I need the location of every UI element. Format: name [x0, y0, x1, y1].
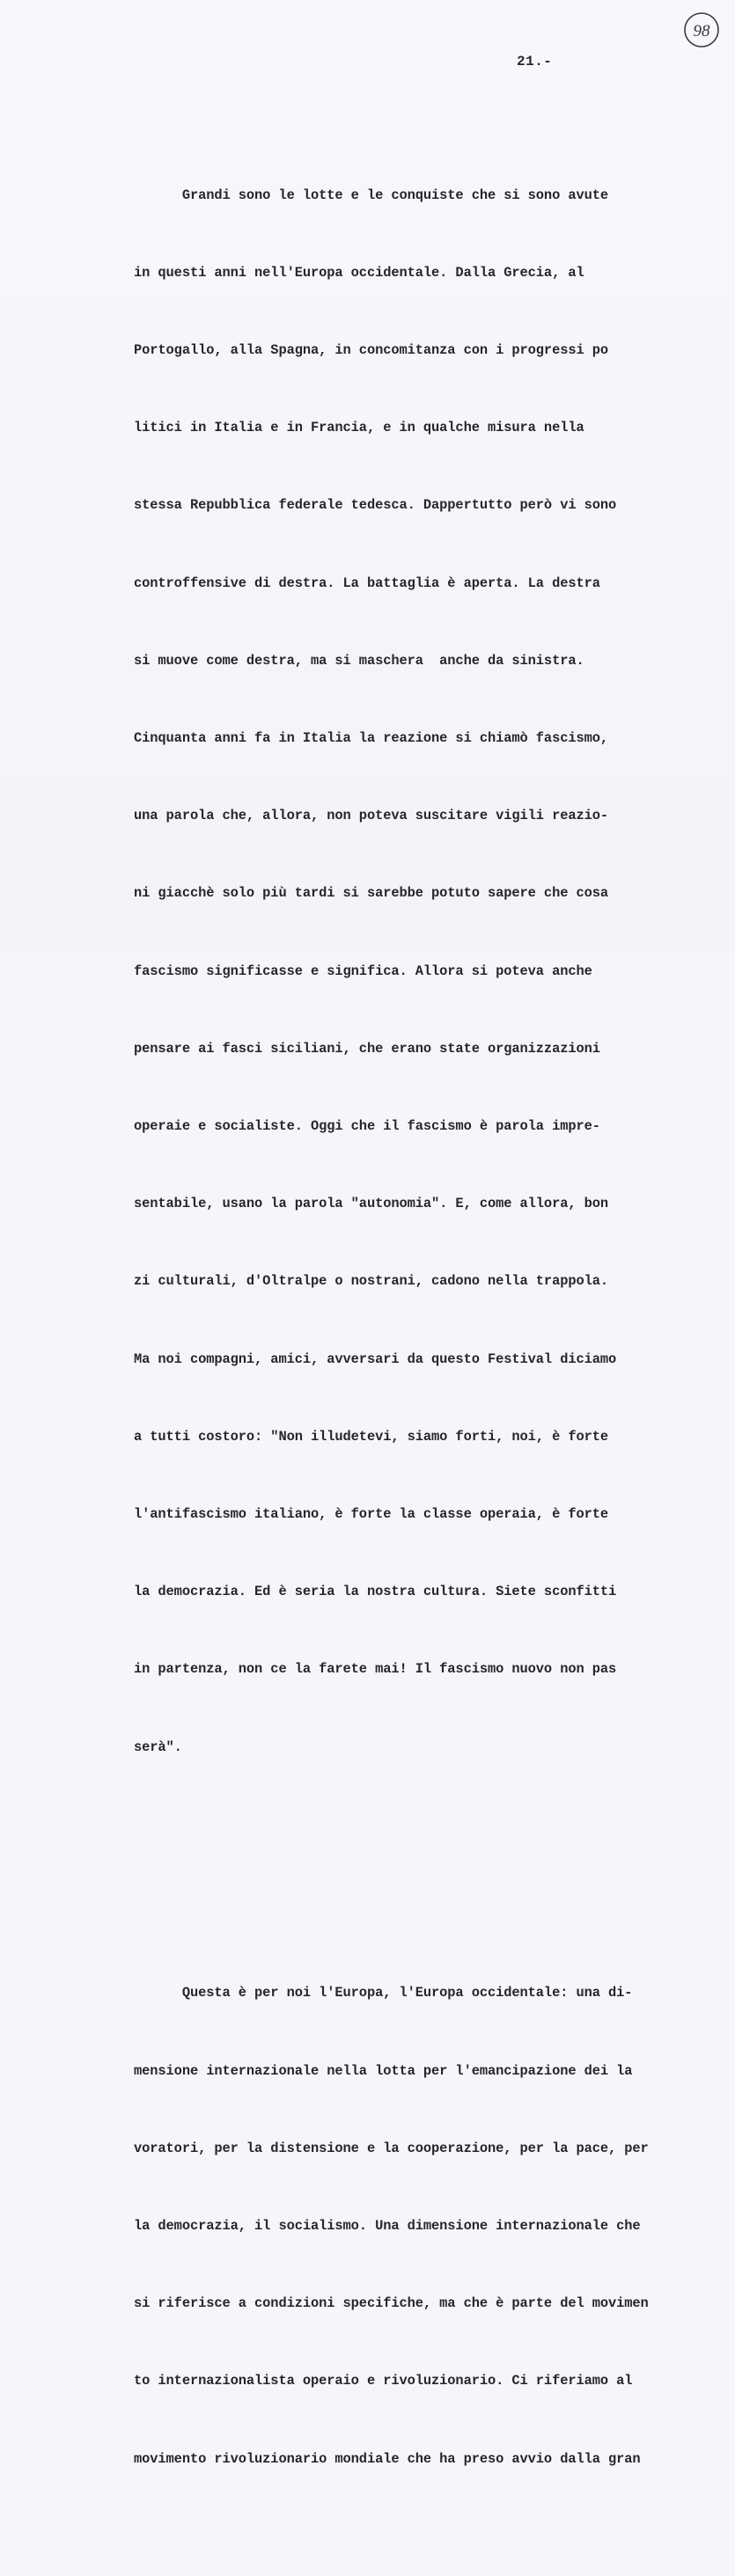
text-line: voratori, per la distensione e la cooperazione, per la pace, per [134, 2140, 649, 2156]
text-line: pensare ai fasci siciliani, che erano state organizzazioni [134, 1040, 600, 1057]
paragraph-1 [134, 131, 697, 1812]
text-line: fascismo significasse e significa. Allora si poteva anche [134, 962, 592, 979]
text-line: Questa è per noi l'Europa, l'Europa occidentale: una di- [134, 1985, 633, 2002]
text-line: la democrazia, il socialismo. Una dimensione internazionale che [134, 2217, 641, 2234]
text-line: mensione internazionale nella lotta per l'emancipazione dei la [134, 2062, 633, 2079]
text-line: sentabile, usano la parola "autonomia". E, come allora, bon [134, 1196, 609, 1212]
text-line: zi culturali, d'Oltralpe o nostrani, cadono nella trappola. [134, 1273, 609, 1290]
text-line: Grandi sono le lotte e le conquiste che si sono avute [134, 187, 609, 203]
text-line: Cinquanta anni fa in Italia la reazione si chiamò fascismo, [134, 730, 609, 747]
text-line: la democrazia. Ed è seria la nostra cultura. Siete sconfitti [134, 1584, 617, 1600]
text-line: movimento rivoluzionario mondiale che ha preso avvio dalla gran [134, 2450, 641, 2467]
text-line: si muove come destra, ma si maschera anche da sinistra. [134, 652, 584, 669]
text-line: in partenza, non ce la farete mai! Il fascismo nuovo non pas [134, 1661, 617, 1678]
archive-circle-icon [682, 11, 721, 49]
text-line: in questi anni nell'Europa occidentale. Dalla Grecia, al [134, 264, 584, 281]
text-line: controffensive di destra. La battaglia è aperta. La destra [134, 574, 600, 591]
archive-stamp [682, 11, 721, 49]
text-line: operaie e socialiste. Oggi che il fascismo è parola impre- [134, 1118, 600, 1135]
archive-stamp-label: 98 [693, 22, 710, 40]
text-line: ni giacchè solo più tardi si sarebbe potuto sapere che cosa [134, 885, 609, 902]
text-line: serà". [134, 1738, 182, 1755]
typed-text-body [134, 79, 697, 2576]
text-line: stessa Repubblica federale tedesca. Dappertutto però vi sono [134, 497, 617, 514]
text-line: Ma noi compagni, amici, avversari da questo Festival diciamo [134, 1350, 617, 1367]
text-line: si riferisce a condizioni specifiche, ma che è parte del movimen [134, 2295, 649, 2312]
text-line: Portogallo, alla Spagna, in concomitanza con i progressi po [134, 342, 609, 359]
paragraph-gap [134, 1864, 697, 1877]
text-line: una parola che, allora, non poteva suscitare vigili reazio- [134, 808, 609, 824]
page-number: 21.- [517, 54, 553, 70]
paragraph-2 [134, 1929, 697, 2524]
text-line: litici in Italia e in Francia, e in qualche misura nella [134, 420, 584, 436]
text-line: to internazionalista operaio e rivoluzionario. Ci riferiamo al [134, 2373, 633, 2389]
text-line: a tutti costoro: "Non illudetevi, siamo forti, noi, è forte [134, 1428, 609, 1445]
text-line: l'antifascismo italiano, è forte la classe operaia, è forte [134, 1506, 609, 1523]
